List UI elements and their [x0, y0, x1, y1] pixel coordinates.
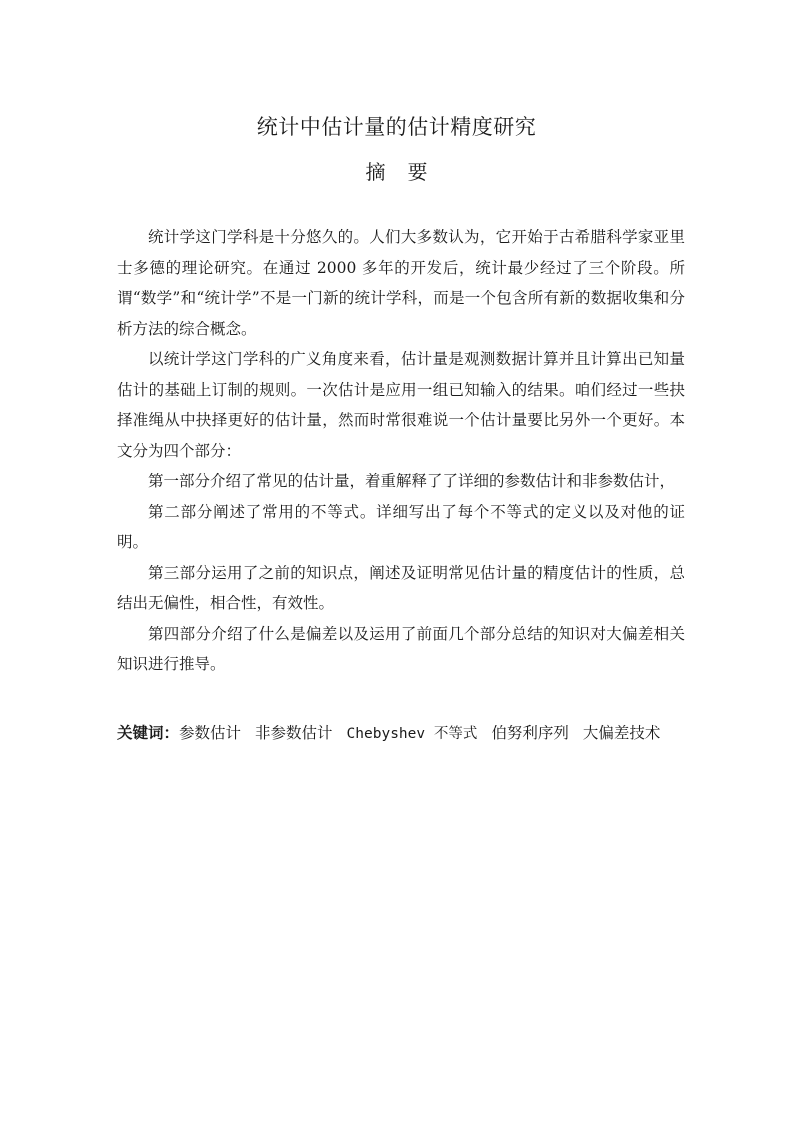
- document-title: 统计中估计量的估计精度研究: [256, 115, 537, 139]
- keywords-line: [117, 721, 707, 746]
- keywords-label: 关键词：: [117, 724, 180, 742]
- abstract-paragraph: 第四部分介绍了什么是偏差以及运用了前面几个部分总结的知识对大偏差相关知识进行推导。: [117, 624, 685, 673]
- keyword: 伯努利序列: [491, 724, 569, 742]
- abstract-body: [117, 222, 685, 680]
- keyword: 参数估计: [179, 724, 242, 742]
- keyword: 大偏差技术: [582, 724, 661, 742]
- abstract-heading: 摘要: [365, 160, 450, 184]
- abstract-paragraph: 统计学这门学科是十分悠久的。人们大多数认为，它开始于古希腊科学家亚里士多德的理论研究。在通过 2000 多年的开发后，统计最少经过了三个阶段。所谓“数学”和“统计学”不是一门新的统计学科，而是一个包含所有新的数据收集和分析方法的综合概念。: [117, 228, 685, 338]
- abstract-paragraph: 第三部分运用了之前的知识点，阐述及证明常见估计量的精度估计的性质，总结出无偏性，相合性，有效性。: [117, 563, 685, 612]
- keyword: Chebyshev 不等式: [346, 726, 478, 742]
- abstract-paragraph: 第二部分阐述了常用的不等式。详细写出了每个不等式的定义以及对他的证明。: [117, 502, 685, 551]
- keyword: 非参数估计: [255, 724, 333, 742]
- abstract-paragraph: 以统计学这门学科的广义角度来看，估计量是观测数据计算并且计算出已知量估计的基础上订制的规则。一次估计是应用一组已知输入的结果。咱们经过一些抉择准绳从中抉择更好的估计量，然而时常很难说一个估计量要比另外一个更好。本文分为四个部分：: [117, 350, 685, 460]
- abstract-paragraph: 第一部分介绍了常见的估计量，着重解释了了详细的参数估计和非参数估计，: [148, 472, 676, 490]
